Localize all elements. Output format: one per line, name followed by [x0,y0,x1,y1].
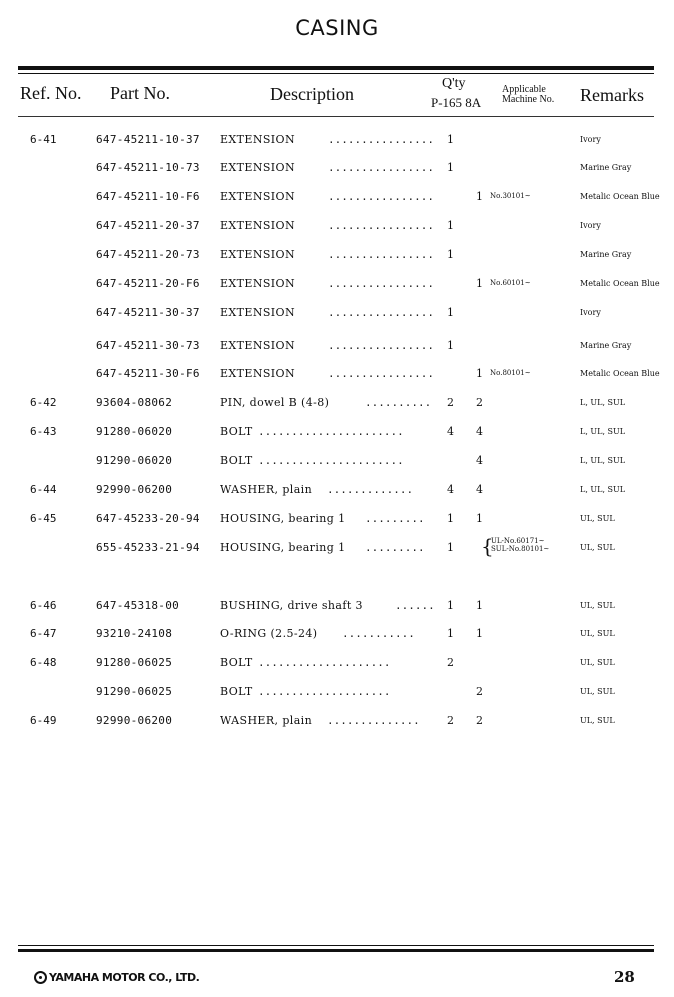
brace-note-line-2: SUL-No.80101~ [491,545,550,553]
part-no-cell: 647-45211-20-F6 [96,277,200,290]
table-row [0,339,674,357]
description-cell: EXTENSION [220,219,295,232]
part-no-cell: 647-45211-20-37 [96,219,200,232]
description-cell: EXTENSION [220,277,295,290]
remarks-cell: UL, SUL [580,687,615,696]
remarks-cell: Marine Gray [580,341,632,350]
qty-p165-cell: 1 [447,161,454,174]
qty-8a-cell: 2 [476,714,483,727]
part-no-cell: 93210-24108 [96,627,173,640]
part-no-cell: 647-45211-10-F6 [96,190,200,203]
leader-dots: ................ [328,248,434,261]
qty-p165-cell: 1 [447,248,454,261]
qty-8a-cell: 1 [476,512,483,525]
part-no-cell: 647-45211-30-F6 [96,367,200,380]
description-cell: HOUSING, bearing 1 [220,541,346,554]
brace-note-line-1: UL-No.60171~ [491,537,545,545]
leader-dots: ................ [328,277,434,290]
table-row [0,190,674,208]
description-cell: PIN, dowel B (4-8) [220,396,330,409]
qty-p165-cell: 4 [447,483,454,496]
part-no-cell: 91280-06020 [96,425,173,438]
ref-no-cell: 6-48 [30,656,57,669]
remarks-cell: Metalic Ocean Blue [580,369,660,378]
part-no-cell: 647-45211-10-73 [96,161,200,174]
table-row [0,714,674,732]
ref-no-cell: 6-45 [30,512,57,525]
leader-dots: ................ [328,367,434,380]
qty-p165-cell: 2 [447,714,454,727]
part-no-cell: 91290-06020 [96,454,173,467]
qty-8a-cell: 2 [476,685,483,698]
remarks-cell: L, UL, SUL [580,456,626,465]
remarks-cell: UL, SUL [580,601,615,610]
table-row [0,627,674,645]
description-cell: EXTENSION [220,339,295,352]
table-row [0,248,674,266]
remarks-cell: Ivory [580,308,601,317]
remarks-cell: UL, SUL [580,514,615,523]
description-cell: EXTENSION [220,306,295,319]
header-description: Description [270,84,354,104]
qty-8a-cell: 1 [476,627,483,640]
description-cell: BOLT [220,685,253,698]
machine-no-cell: No.30101~ [490,192,531,200]
description-cell: O-RING (2.5-24) [220,627,318,640]
top-rule-thick [18,66,654,70]
qty-p165-cell: 1 [447,541,454,554]
table-row [0,599,674,617]
qty-p165-cell: 1 [447,219,454,232]
qty-p165-cell: 2 [447,396,454,409]
remarks-cell: Ivory [580,221,601,230]
table-row [0,656,674,674]
leader-dots: ............. [327,483,414,496]
machine-no-cell: No.60101~ [490,279,531,287]
remarks-cell: UL, SUL [580,543,615,552]
leader-dots: ................ [328,339,434,352]
remarks-cell: Metalic Ocean Blue [580,192,660,201]
footer-company: YAMAHA MOTOR CO., LTD. [49,971,200,984]
part-no-cell: 647-45211-30-37 [96,306,200,319]
header-bottom-rule [18,116,654,117]
ref-no-cell: 6-44 [30,483,57,496]
ref-no-cell: 6-43 [30,425,57,438]
remarks-cell: Marine Gray [580,163,632,172]
qty-p165-cell: 1 [447,339,454,352]
leader-dots: ................ [328,219,434,232]
part-no-cell: 92990-06200 [96,483,173,496]
qty-8a-cell: 1 [476,277,483,290]
leader-dots: ................ [328,161,434,174]
description-cell: EXTENSION [220,190,295,203]
leader-dots: ................ [328,306,434,319]
page-number: 28 [614,968,635,986]
header-qty-model: P-165 8A [431,95,482,110]
bottom-rule-thick [18,949,654,952]
remarks-cell: UL, SUL [580,658,615,667]
leader-dots: ................ [328,190,434,203]
remarks-cell: L, UL, SUL [580,398,626,407]
table-row [0,396,674,414]
remarks-cell: UL, SUL [580,716,615,725]
description-cell: HOUSING, bearing 1 [220,512,346,525]
part-no-cell: 647-45211-30-73 [96,339,200,352]
ref-no-cell: 6-46 [30,599,57,612]
leader-dots: ................ [328,133,434,146]
description-cell: BUSHING, drive shaft 3 [220,599,363,612]
leader-dots: ...................... [258,425,404,438]
leader-dots: .............. [327,714,420,727]
qty-8a-cell: 2 [476,396,483,409]
part-no-cell: 655-45233-21-94 [96,541,200,554]
qty-p165-cell: 1 [447,133,454,146]
part-no-cell: 91280-06025 [96,656,173,669]
part-no-cell: 647-45318-00 [96,599,180,612]
bottom-rule-thin [18,945,654,946]
leader-dots: ......... [365,512,425,525]
table-row [0,685,674,703]
table-row [0,454,674,472]
description-cell: BOLT [220,454,253,467]
table-row [0,425,674,443]
description-cell: EXTENSION [220,367,295,380]
leader-dots: .................... [258,656,391,669]
brace-icon: { [481,534,494,558]
qty-8a-cell: 1 [476,190,483,203]
ref-no-cell: 6-41 [30,133,57,146]
part-no-cell: 92990-06200 [96,714,173,727]
table-row [0,277,674,295]
remarks-cell: L, UL, SUL [580,427,626,436]
ref-no-cell: 6-49 [30,714,57,727]
qty-p165-cell: 1 [447,627,454,640]
qty-p165-cell: 1 [447,306,454,319]
qty-p165-cell: 1 [447,512,454,525]
qty-8a-cell: 4 [476,454,483,467]
qty-8a-cell: 1 [476,599,483,612]
remarks-cell: UL, SUL [580,629,615,638]
table-row [0,483,674,501]
header-remarks: Remarks [580,85,644,105]
qty-p165-cell: 4 [447,425,454,438]
qty-p165-cell: 2 [447,656,454,669]
remarks-cell: Marine Gray [580,250,632,259]
header-applicable: Applicable [502,84,546,95]
description-cell: EXTENSION [220,133,295,146]
qty-8a-cell: 1 [476,367,483,380]
description-cell: BOLT [220,656,253,669]
yamaha-logo-icon [34,971,47,984]
top-rule-thin [18,73,654,74]
description-cell: EXTENSION [220,248,295,261]
table-row [0,306,674,324]
leader-dots: .................... [258,685,391,698]
header-qty: Q'ty [442,76,466,91]
table-row [0,161,674,179]
remarks-cell: Ivory [580,135,601,144]
part-no-cell: 91290-06025 [96,685,173,698]
description-cell: EXTENSION [220,161,295,174]
part-no-cell: 647-45233-20-94 [96,512,200,525]
machine-no-cell: No.80101~ [490,369,531,377]
part-no-cell: 647-45211-10-37 [96,133,200,146]
qty-8a-cell: 4 [476,425,483,438]
table-row [0,367,674,385]
ref-no-cell: 6-47 [30,627,57,640]
qty-p165-cell: 1 [447,599,454,612]
header-machine-no: Machine No. [502,94,555,105]
table-row [0,219,674,237]
part-no-cell: 647-45211-20-73 [96,248,200,261]
page-title: CASING [295,16,379,40]
qty-8a-cell: 4 [476,483,483,496]
leader-dots: ...................... [258,454,404,467]
description-cell: BOLT [220,425,253,438]
table-row [0,512,674,530]
table-row [0,541,674,559]
table-row [0,133,674,151]
remarks-cell: L, UL, SUL [580,485,626,494]
description-cell: WASHER, plain [220,714,313,727]
header-part-no: Part No. [110,83,170,103]
leader-dots: .......... [365,396,432,409]
header-ref-no: Ref. No. [20,83,82,103]
part-no-cell: 93604-08062 [96,396,173,409]
leader-dots: ...... [395,599,435,612]
leader-dots: ......... [365,541,425,554]
ref-no-cell: 6-42 [30,396,57,409]
remarks-cell: Metalic Ocean Blue [580,279,660,288]
description-cell: WASHER, plain [220,483,313,496]
leader-dots: ........... [342,627,415,640]
